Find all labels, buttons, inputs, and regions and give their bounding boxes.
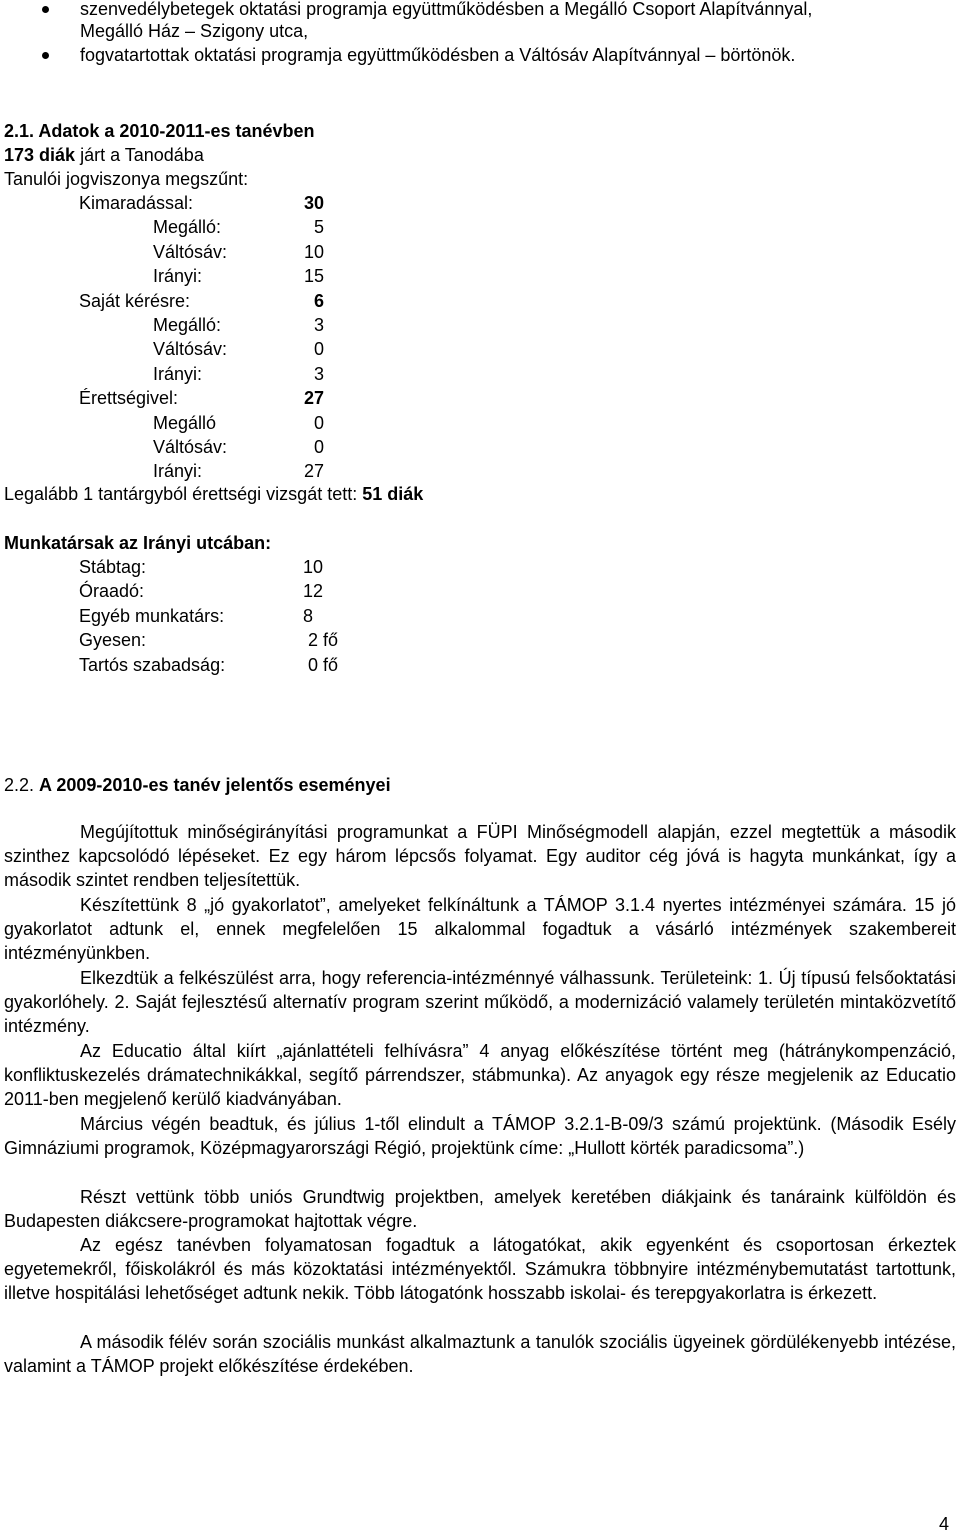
section-number: 2.2. [4,775,40,795]
staff-heading: Munkatársak az Irányi utcában: [4,533,272,553]
stat-value: 27 [303,461,324,482]
stat-label: Váltósáv: [153,437,228,457]
staff-label: Óraadó: [79,581,145,602]
stat-row [153,412,324,434]
stat-label: Saját kérésre: [79,290,191,311]
student-count-line [4,144,204,166]
staff-row [79,556,379,578]
staff-row [79,580,379,602]
stat-value: 10 [303,241,324,262]
stat-row [153,216,324,238]
paragraph: Március végén beadtuk, és július 1-től elindult a TÁMOP 3.2.1-B-09/3 számú projektünk. (Második Esély Gimnáziumi programok, Középmagyarországi Régió, projektünk címe: „Hullott körték paradicsoma”.) [4,1114,956,1159]
stat-row [153,460,324,482]
exam-text: Legalább 1 tantárgyból érettségi vizsgát tett: [4,484,363,504]
paragraph: Az egész tanévben folyamatosan fogadtuk a látogatókat, akik egyenként és csoportosan érkeztek egyetemekről, főiskolákról és más közoktatási intézményektől. Számukra többnyire intézménybemutatást tartottunk, illetve hospitálási lehetőséget adtunk nekik. Több látogatónk hosszabb iskolai- és terepgyakorlatra is érkezett. [4,1235,956,1304]
staff-label: Tartós szabadság: [79,654,226,675]
staff-value: 0 fő [308,654,339,675]
bullet-marker [42,52,49,59]
terminated-label: Tanulói jogviszonya megszűnt: [4,169,249,189]
stat-row [79,290,324,312]
bullet-item: fogvatartottak oktatási programja együttműködésben a Váltósáv Alapítvánnyal – börtönök. [80,45,796,65]
exam-line [4,483,423,505]
staff-row [79,629,379,651]
student-count: 173 diák [4,145,76,165]
paragraph: Készítettünk 8 „jó gyakorlatot”, amelyeket felkínáltunk a TÁMOP 3.1.4 nyertes intézményei számára. 15 jó gyakorlatot adtunk el, ennek megfelelően 15 alkalommal fogadtuk a vásárló intézmények szakembereit intézményünkben. [4,895,956,964]
exam-count: 51 diák [362,484,424,504]
stat-row [79,192,324,214]
stat-label: Irányi: [153,266,203,287]
page-number: 4 [939,1514,950,1534]
stat-label: Váltósáv: [153,241,228,262]
stat-label: Irányi: [153,461,203,482]
stat-row [79,387,324,409]
stat-value: 5 [313,217,324,238]
stat-label: Megálló [153,412,217,433]
stat-row [153,338,324,360]
stat-row [153,363,324,385]
stat-row [153,314,324,336]
staff-row [79,605,379,627]
paragraph: Részt vettünk több uniós Grundtwig projektben, amelyek keretében diákjaink és tanáraink külföldön és Budapesten diákcsere-programokat hajtottak végre. [4,1187,956,1232]
bullet-marker [42,6,49,13]
section-title: A 2009-2010-es tanév jelentős eseményei [39,775,391,795]
stat-row [153,436,324,458]
stat-value: 6 [313,290,324,311]
bullet-item-continuation: Megálló Ház – Szigony utca, [80,21,309,41]
staff-label: Egyéb munkatárs: [79,605,225,626]
paragraph: Az Educatio által kiírt „ajánlattételi felhívásra” 4 anyag előkészítése történt meg (hátránykompenzáció, konfliktuskezelés drámatechnikákkal, segítő párrendszer, stábmunka). Az anyagok egy része megjelenik az Educatio 2011-ben megjelenő kerülő kiadványában. [4,1041,956,1110]
staff-value: 8 [303,605,314,626]
staff-value: 2 fő [308,630,339,651]
paragraph: Elkezdtük a felkészülést arra, hogy referencia-intézménnyé válhassunk. Területeink: 1. Új típusú felsőoktatási gyakorlóhely. 2. Saját fejlesztésű alternatív program szerint működő, a modernizáció valamely területén mintaközvetítő intézmény. [4,968,956,1037]
stat-label: Megálló: [153,315,222,335]
stat-label: Irányi: [153,363,203,384]
staff-label: Gyesen: [79,630,147,651]
paragraph: A második félév során szociális munkást alkalmaztunk a tanulók szociális ügyeinek gördülékenyebb intézése, valamint a TÁMOP projekt előkészítése érdekében. [4,1332,956,1377]
stat-value: 0 [313,339,324,360]
stat-value: 30 [303,193,324,213]
bullet-item: szenvedélybetegek oktatási programja együttműködésben a Megálló Csoport Alapítvánnyal, [80,0,813,19]
staff-label: Stábtag: [79,557,147,577]
stat-label: Megálló: [153,217,222,238]
stat-value: 3 [313,363,324,384]
stat-value: 3 [313,315,324,335]
stat-row [153,241,324,263]
paragraph: Megújítottuk minőségirányítási programunkat a FÜPI Minőségmodell alapján, ezzel megtettük a második szinthez kapcsolódó lépéseket. Ez egy három lépcsős folyamat. Egy auditor cég jóvá is hagyta munkánkat, így a második szintet rendben teljesítettük. [4,822,956,891]
section-heading: 2.1. Adatok a 2010-2011-es tanévben [4,121,315,141]
stat-value: 0 [313,437,324,457]
stat-label: Váltósáv: [153,339,228,360]
stat-value: 15 [303,266,324,287]
stat-value: 0 [313,412,324,433]
stat-label: Érettségivel: [79,388,179,409]
section-heading [4,774,391,796]
stat-value: 27 [303,388,324,409]
staff-value: 10 [303,557,324,577]
stat-label: Kimaradással: [79,193,194,213]
staff-row [79,654,379,676]
stat-row [153,265,324,287]
staff-value: 12 [303,581,324,602]
student-count-text: járt a Tanodába [75,145,204,165]
